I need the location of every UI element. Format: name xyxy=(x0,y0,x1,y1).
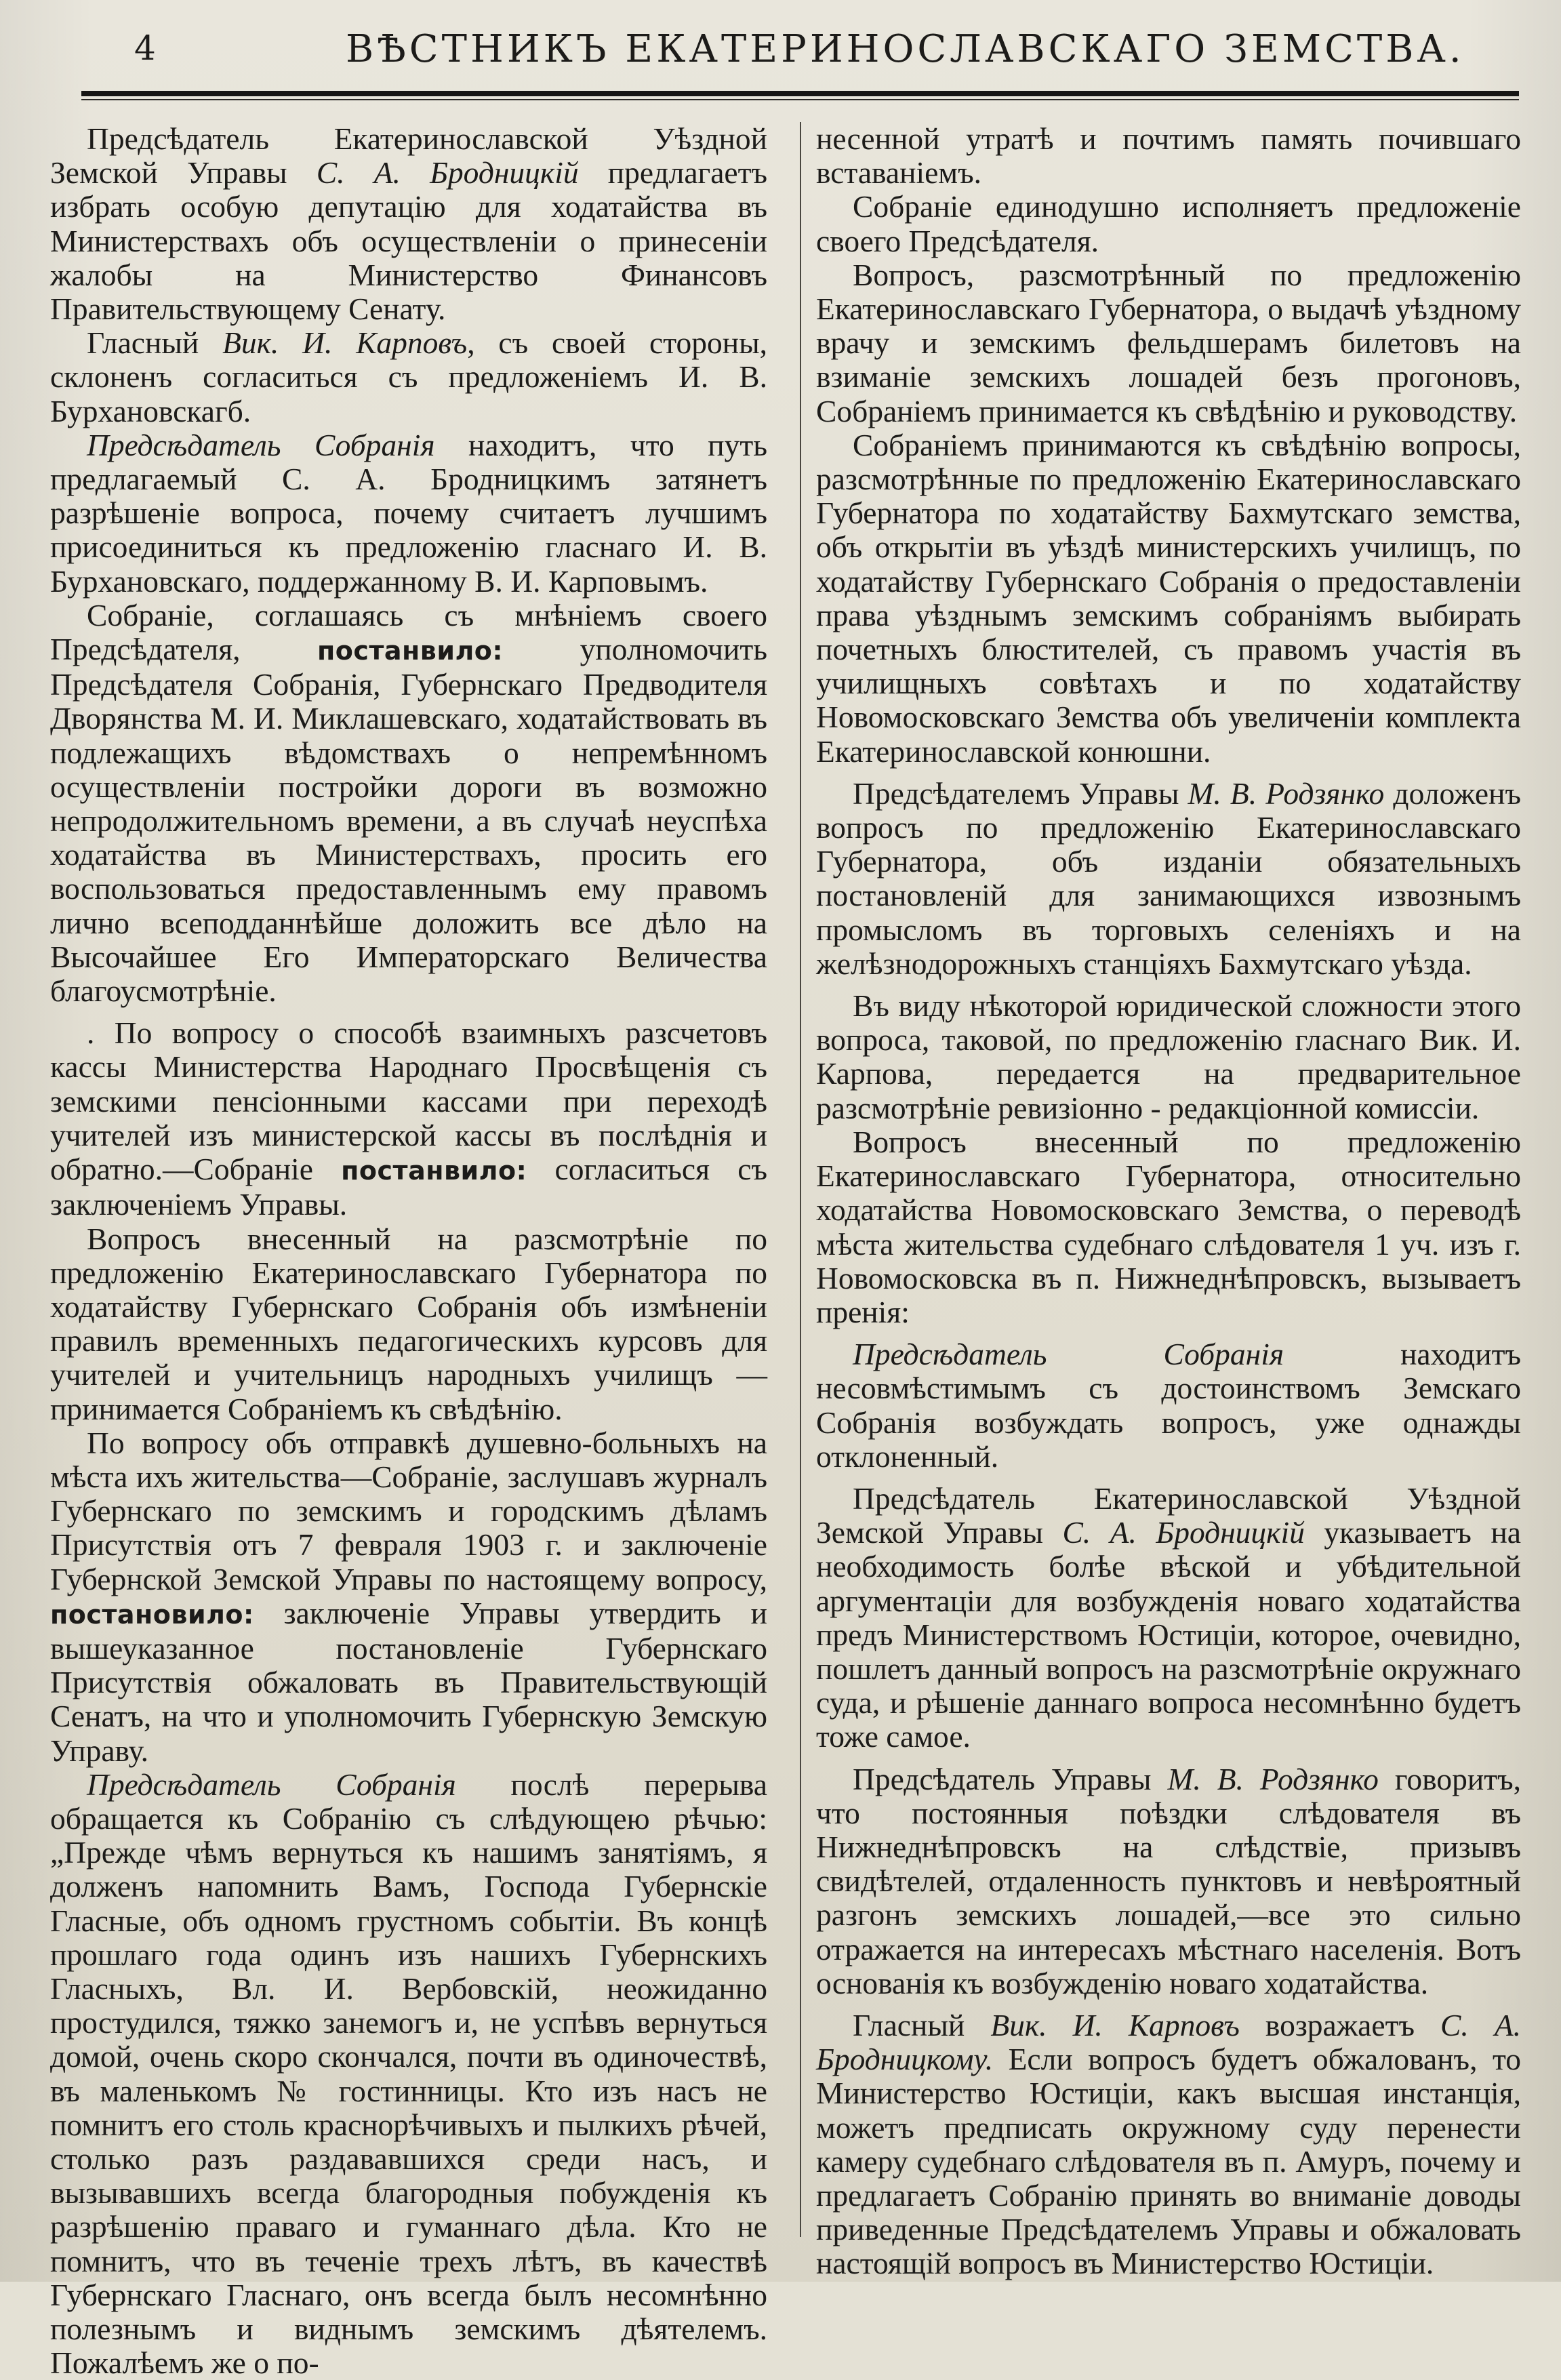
paragraph-text: Предсѣдатель Екатеринославской Уѣздной Земской Управы xyxy=(50,121,767,190)
paragraph-text: Вопросъ внесенный по предложенію Екатеринославскаго Губернатора, относительно ходатайства Новомосковскаго Земства, о переводѣ мѣста жительства судебнаго слѣдователя 1 уч. изъ г. Новомосковска въ п. Нижнеднѣпровскъ, вызываетъ пренія: xyxy=(816,1124,1521,1329)
paragraph-text: Гласный xyxy=(87,325,223,361)
left-paragraph xyxy=(50,1768,767,2380)
paragraph-text: уполномочить Предсѣдателя Собранія, Губернскаго Предводителя Дворянства М. И. Миклашевскаго, ходатайствовать въ подлежащихъ вѣдомствахъ о непремѣнномъ осуществленіи постройки дороги въ возможно непродолжительномъ времени, а въ случаѣ неуспѣха ходатайства въ Министерствахъ, просить его воспользоваться предоставленнымъ ему правомъ лично всеподданнѣйше доложить все дѣло на Высочайшее Его Императорскаго Величества благоусмотрѣніе. xyxy=(50,632,767,1009)
paragraph-text: Вопросъ, разсмотрѣнный по предложенію Екатеринославскаго Губернатора, о выдачѣ уѣздному врачу и земскимъ фельдшерамъ билетовъ на взиманіе земскихъ лошадей безъ прогоновъ, Собраніемъ принимается къ свѣдѣнію и руководству. xyxy=(816,257,1521,428)
header-rule-thick xyxy=(81,91,1519,96)
right-paragraph xyxy=(816,258,1521,428)
emphasized-name: М. В. Родзянко xyxy=(1167,1761,1379,1796)
paragraph-text: доложенъ вопросъ по предложенію Екатеринославскаго Губернатора, объ изданіи обязательныхъ постановленій для занимающихся извознымъ промысломъ въ торговыхъ селеніяхъ и на желѣзнодорожныхъ станціяхъ Бахмутскаго уѣзда. xyxy=(816,775,1521,981)
emphasized-name: Предсѣдатель Собранія xyxy=(853,1337,1284,1372)
paragraph-text: Предсѣдателемъ Управы xyxy=(853,775,1188,811)
paragraph-text: Если вопросъ будетъ обжалованъ, то Министерство Юстиціи, какъ высшая инстанція, можетъ предписать окружному суду перенести камеру судебнаго слѣдователя въ п. Амуръ, почему и предлагаетъ Собранію принять во вниманіе доводы приведенные Предсѣдателемъ Управы и обжаловать настоящій вопросъ въ Министерство Юстиціи. xyxy=(816,2042,1521,2281)
right-paragraph xyxy=(816,1762,1521,2000)
paragraph-text: предлагаетъ избрать особую депутацію для ходатайства въ Министерствахъ объ осуществленіи о принесеніи жалобы на Министерство Финансовъ Правительствующему Сенату. xyxy=(50,155,767,327)
paragraph-text: Предсѣдатель Екатеринославской Уѣздной Земской Управы xyxy=(816,1480,1521,1550)
emphasized-name: Вик. И. Карповъ xyxy=(222,325,468,361)
emphasized-name: С. А. Бродницкому. xyxy=(816,2007,1521,2077)
right-column xyxy=(816,121,1522,2281)
paragraph-text: возражаетъ xyxy=(1239,2007,1441,2042)
page-number: 4 xyxy=(134,28,156,68)
emphasized-name: М. В. Родзянко xyxy=(1188,775,1385,811)
resolution-keyword: постановило: xyxy=(50,1599,254,1630)
left-paragraph xyxy=(50,1426,767,1768)
left-paragraph xyxy=(50,1016,767,1222)
paragraph-text: заключеніе Управы утвердить и вышеуказанное постановленіе Губернскаго Присутствія обжаловать въ Правительствующій Сенатъ, на что и уполномочить Губернскую Земскую Управу. xyxy=(50,1595,767,1768)
journal-title: ВѢСТНИКЪ ЕКАТЕРИНОСЛАВСКАГО ЗЕМСТВА. xyxy=(346,27,1465,71)
right-paragraph xyxy=(816,1337,1521,1474)
left-paragraph xyxy=(50,122,767,326)
paragraph-text: находитъ, что путь предлагаемый С. А. Бродницкимъ затянетъ разрѣшеніе вопроса, почему считаетъ лучшимъ присоединиться къ предложенію гласнаго И. В. Бурхановскаго, поддержанному В. И. Карповымъ. xyxy=(50,427,767,599)
paragraph-text: Собраніемъ принимаются къ свѣдѣнію вопросы, разсмотрѣнные по предложенію Екатеринославскаго Губернатора по ходатайству Бахмутскаго земства, объ открытіи въ уѣздѣ министерскихъ училищъ, по ходатайству Губернскаго Собранія о предоставленіи права уѣзднымъ земскимъ собраніямъ выбирать почетныхъ блюстителей, съ правомъ участія въ училищныхъ совѣтахъ и по ходатайству Новомосковскаго Земства объ увеличеніи комплекта Екатеринославской конюшни. xyxy=(816,427,1521,769)
paragraph-text: , съ своей стороны, склоненъ согласиться съ предложеніемъ И. В. Бурхановскагб. xyxy=(50,325,768,428)
emphasized-name: Вик. И. Карповъ xyxy=(990,2007,1240,2042)
emphasized-name: Предсѣдатель Собранія xyxy=(87,1767,456,1802)
right-paragraph xyxy=(816,428,1521,769)
right-paragraph xyxy=(816,2009,1521,2281)
paragraph-text: находитъ несовмѣстимымъ съ достоинствомъ Земскаго Собранія возбуждать вопросъ, уже однажды отклоненный. xyxy=(816,1337,1521,1474)
paragraph-text: . По вопросу о способѣ взаимныхъ разсчетовъ кассы Министерства Народнаго Просвѣщенія съ земскими пенсіонными кассами при переходѣ учителей изъ министерской кассы въ послѣднія и обратно.—Собраніе xyxy=(50,1015,767,1187)
paragraph-text: Собраніе, соглашаясь съ мнѣніемъ своего Предсѣдателя, xyxy=(50,597,767,667)
emphasized-name: С. А. Бродницкій xyxy=(316,155,579,190)
paragraph-text: Собраніе единодушно исполняетъ предложеніе своего Предсѣдателя. xyxy=(816,189,1521,258)
left-paragraph xyxy=(50,1222,767,1426)
paragraph-text: Гласный xyxy=(853,2007,991,2042)
right-paragraph xyxy=(816,1125,1521,1329)
paragraph-text: По вопросу объ отправкѣ душевно-больныхъ на мѣста ихъ жительства—Собраніе, заслушавъ журналъ Губернскаго по земскимъ и городскимъ дѣламъ Присутствія отъ 7 февраля 1903 г. и заключеніе Губернской Земской Управы по настоящему вопросу, xyxy=(50,1425,767,1596)
paragraph-text: несенной утратѣ и почтимъ память почившаго вставаніемъ. xyxy=(816,121,1521,190)
paragraph-text: Предсѣдатель Управы xyxy=(853,1761,1168,1796)
right-paragraph xyxy=(816,777,1521,981)
paragraph-text: Въ виду нѣкоторой юридической сложности этого вопроса, таковой, по предложенію гласнаго Вик. И. Карпова, передается на предварительное разсмотрѣніе ревизіонно - редакціонной комиссіи. xyxy=(816,988,1521,1125)
left-column xyxy=(50,121,768,2380)
emphasized-name: С. А. Бродницкій xyxy=(1062,1515,1305,1550)
header-rule-thin xyxy=(81,99,1519,100)
paragraph-text: согласиться съ заключеніемъ Управы. xyxy=(50,1152,767,1222)
right-paragraph xyxy=(816,122,1521,190)
resolution-keyword: постанвило: xyxy=(341,1156,527,1186)
paragraph-text: указываетъ на необходимость болѣе вѣской и убѣдительной аргументаціи для возбужденія новаго ходатайства предъ Министерствомъ Юстиціи, которое, очевидно, пошлетъ данный вопросъ на разсмотрѣніе окружнаго суда, и рѣшеніе даннаго вопроса несомнѣнно будетъ тоже самое. xyxy=(816,1515,1522,1754)
resolution-keyword: постанвило: xyxy=(317,636,504,666)
right-paragraph xyxy=(816,1482,1521,1754)
left-paragraph xyxy=(50,428,767,599)
paragraph-text: Вопросъ внесенный на разсмотрѣніе по предложенію Екатеринославскаго Губернатора по ходатайству Губернскаго Собранія объ измѣненіи правилъ временныхъ педагогическихъ курсовъ для учителей и учительницъ народныхъ училищъ —принимается Собраніемъ къ свѣдѣнію. xyxy=(50,1221,767,1426)
left-paragraph xyxy=(50,326,767,428)
paragraph-text: послѣ перерыва обращается къ Собранію съ слѣдующею рѣчью: „Прежде чѣмъ вернуться къ нашимъ занятіямъ, я долженъ напомнить Вамъ, Господа Губернскіе Гласные, объ одномъ грустномъ событіи. Въ концѣ прошлаго года одинъ изъ нашихъ Губернскихъ Гласныхъ, Вл. И. Вербовскій, неожиданно простудился, тяжко занемогъ и, не успѣвъ вернуться домой, очень скоро скончался, почти въ одиночествѣ, въ маленькомъ № гостинницы. Кто изъ насъ не помнитъ его столь краснорѣчивыхъ и пылкихъ рѣчей, столько разъ раздававшихся среди насъ, и вызывавшихъ всегда благородныя побужденія къ разрѣшенію праваго и гуманнаго дѣла. Кто не помнитъ, что въ теченіе трехъ лѣтъ, въ качествѣ Губернскаго Гласнаго, онъ всегда былъ несомнѣнно полезнымъ и виднымъ земскимъ дѣятелемъ. Пожалѣемъ же о по- xyxy=(50,1767,767,2380)
page-header xyxy=(81,22,1514,95)
emphasized-name: Предсѣдатель Собранія xyxy=(87,427,435,462)
right-paragraph xyxy=(816,989,1521,1125)
left-paragraph xyxy=(50,599,767,1008)
right-paragraph xyxy=(816,190,1521,258)
column-divider xyxy=(800,122,801,2237)
paragraph-text: говоритъ, что постоянныя поѣздки слѣдователя въ Нижнеднѣпровскъ на слѣдствіе, призывъ свидѣтелей, отдаленность пунктовъ и невѣроятный разгонъ земскихъ лошадей,—все это сильно отражается на интересахъ мѣстнаго населенія. Вотъ основанія къ возбужденію новаго ходатайства. xyxy=(816,1761,1521,2000)
